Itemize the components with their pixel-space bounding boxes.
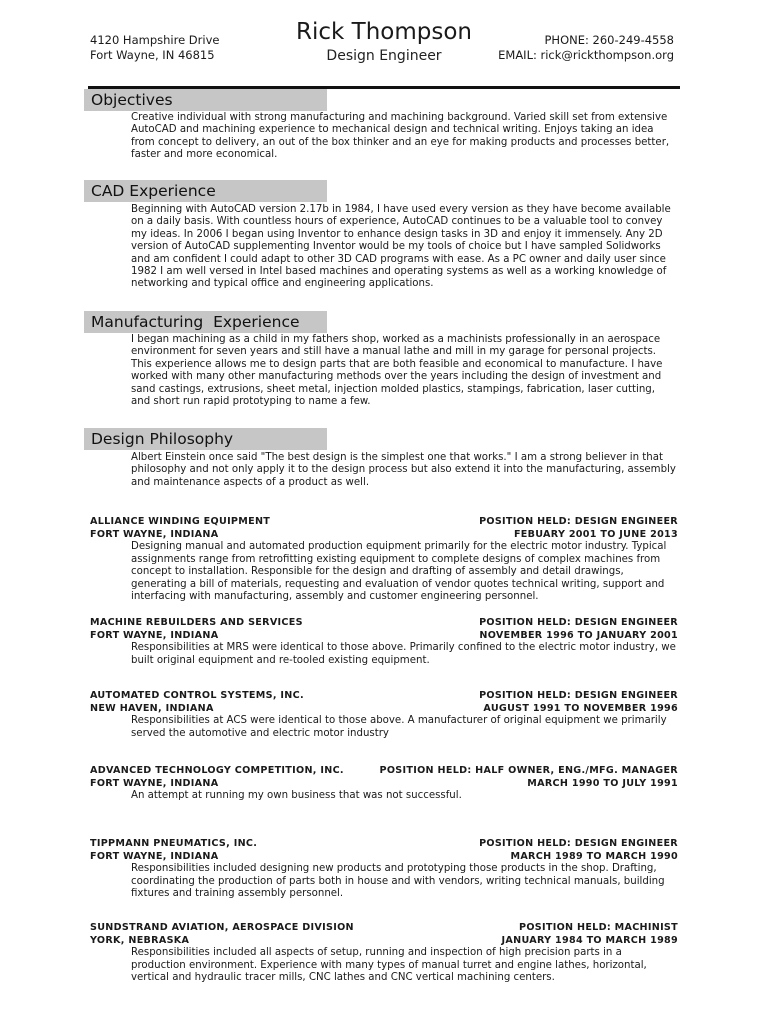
manufacturing-experience-text: I began machining as a child in my fathers shop, worked as a machinists professionally in an aerospace environment for seven years and still have a manual lathe and mill in my garage for personal projects. This experience allows me to design parts that are both feasible and economical to manufacture. I have worked with many other manufacturing methods over the years including the design of investment and sand castings, extrusions, sheet metal, injection molded plastics, stampings, fabrication, laser cutting, and short run rapid prototyping to name a few. <box>131 334 663 408</box>
job-location: YORK, NEBRASKA <box>90 935 190 946</box>
job-company: SUNDSTRAND AVIATION, AEROSPACE DIVISION <box>90 922 354 933</box>
address-line-2: Fort Wayne, IN 46815 <box>90 48 215 62</box>
job-company: TIPPMANN PNEUMATICS, INC. <box>90 838 258 849</box>
job-location: FORT WAYNE, INDIANA <box>90 529 219 540</box>
job-dates: JANUARY 1984 TO MARCH 1989 <box>501 935 678 946</box>
job-position: POSITION HELD: DESIGN ENGINEER <box>479 617 678 628</box>
cad-experience-heading: CAD Experience <box>84 180 327 202</box>
design-philosophy-text: Albert Einstein once said "The best design is the simplest one that works." I am a strong believer in that philosophy and not only apply it to the design process but also extend it into the manufacturing, assembly and maintenance aspects of a product as well. <box>131 452 676 488</box>
candidate-title: Design Engineer <box>326 48 442 64</box>
job-entry <box>90 616 678 667</box>
job-location: FORT WAYNE, INDIANA <box>90 630 219 641</box>
objectives-text: Creative individual with strong manufacturing and machining background. Varied skill set from extensive AutoCAD and machining experience to mechanical design and technical writing. Enjoys taking an idea from concept to delivery, an out of the box thinker and an eye for making products and processes better, faster and more economical. <box>131 112 670 161</box>
job-description: Responsibilities included all aspects of setup, running and inspection of high precision parts in a production environment. Experience with many types of manual turret and engine lathes, horizontal, vertical and hydraulic tracer mills, CNC lathes and CNC vertical machining centers. <box>131 947 647 984</box>
job-description: Responsibilities at ACS were identical to those above. A manufacturer of original equipment we primarily served the automotive and electric motor industry <box>131 715 667 739</box>
job-company: MACHINE REBUILDERS AND SERVICES <box>90 617 303 628</box>
job-location: NEW HAVEN, INDIANA <box>90 703 214 714</box>
job-dates: FEBUARY 2001 TO JUNE 2013 <box>513 529 678 540</box>
cad-experience-text: Beginning with AutoCAD version 2.17b in 1984, I have used every version as they have become available on a daily basis. With countless hours of experience, AutoCAD continues to be a valuable tool to convey my ideas. In 2006 I began using Inventor to enhance design tasks in 3D and enjoy it immensely. Any 2D version of AutoCAD supplementing Inventor would be my tools of choice but I have sampled Solidworks and am confident I could adapt to other 3D CAD programs with ease. As a PC owner and daily user since 1982 I am well versed in Intel based machines and operating systems as well as a working knowledge of networking and typical office and engineering applications. <box>131 204 671 290</box>
job-entry <box>90 689 678 740</box>
job-company: ALLIANCE WINDING EQUIPMENT <box>90 516 271 527</box>
job-dates: MARCH 1990 TO JULY 1991 <box>527 778 678 789</box>
address-block <box>90 33 219 63</box>
job-dates: AUGUST 1991 TO NOVEMBER 1996 <box>483 703 678 714</box>
job-entry <box>90 837 678 901</box>
job-company: ADVANCED TECHNOLOGY COMPETITION, INC. <box>90 765 344 776</box>
phone-text: PHONE: 260-249-4558 <box>544 33 674 47</box>
contact-block <box>498 33 674 63</box>
job-dates: MARCH 1989 TO MARCH 1990 <box>510 851 678 862</box>
job-company: AUTOMATED CONTROL SYSTEMS, INC. <box>90 690 304 701</box>
design-philosophy-heading: Design Philosophy <box>84 428 327 450</box>
job-entry <box>90 764 678 803</box>
job-location: FORT WAYNE, INDIANA <box>90 851 219 862</box>
name-block <box>234 18 534 65</box>
job-entry <box>90 515 678 604</box>
job-location: FORT WAYNE, INDIANA <box>90 778 219 789</box>
job-position: POSITION HELD: DESIGN ENGINEER <box>479 838 678 849</box>
manufacturing-experience-heading: Manufacturing Experience <box>84 311 327 333</box>
email-text: EMAIL: rick@rickthompson.org <box>498 48 674 62</box>
job-description: Responsibilities at MRS were identical to those above. Primarily confined to the electric motor industry, we built original equipment and re-tooled existing equipment. <box>131 642 676 666</box>
candidate-name: Rick Thompson <box>296 19 472 45</box>
job-position: POSITION HELD: DESIGN ENGINEER <box>479 690 678 701</box>
job-description: Responsibilities included designing new products and prototyping those products in the shop. Drafting, coordinating the production of parts both in house and with vendors, writing technical manuals, building fixtures and training assembly personnel. <box>131 863 665 900</box>
job-position: POSITION HELD: DESIGN ENGINEER <box>479 516 678 527</box>
objectives-heading: Objectives <box>84 89 327 111</box>
job-position: POSITION HELD: HALF OWNER, ENG./MFG. MANAGER <box>379 765 678 776</box>
job-position: POSITION HELD: MACHINIST <box>518 922 678 933</box>
job-description: An attempt at running my own business that was not successful. <box>131 790 462 801</box>
job-entry <box>90 921 678 985</box>
job-dates: NOVEMBER 1996 TO JANUARY 2001 <box>479 630 678 641</box>
job-description: Designing manual and automated production equipment primarily for the electric motor industry. Typical assignments range from retrofitting existing equipment to complete designs of complex machines from concept to installation. Responsible for the design and drafting of assembly and detail drawings, generating a bill of materials, requesting and evaluation of vendor quotes technical writing, support and interfacing with manufacturing, assembly and customer engineering personnel. <box>131 541 667 603</box>
address-line-1: 4120 Hampshire Drive <box>90 33 220 47</box>
